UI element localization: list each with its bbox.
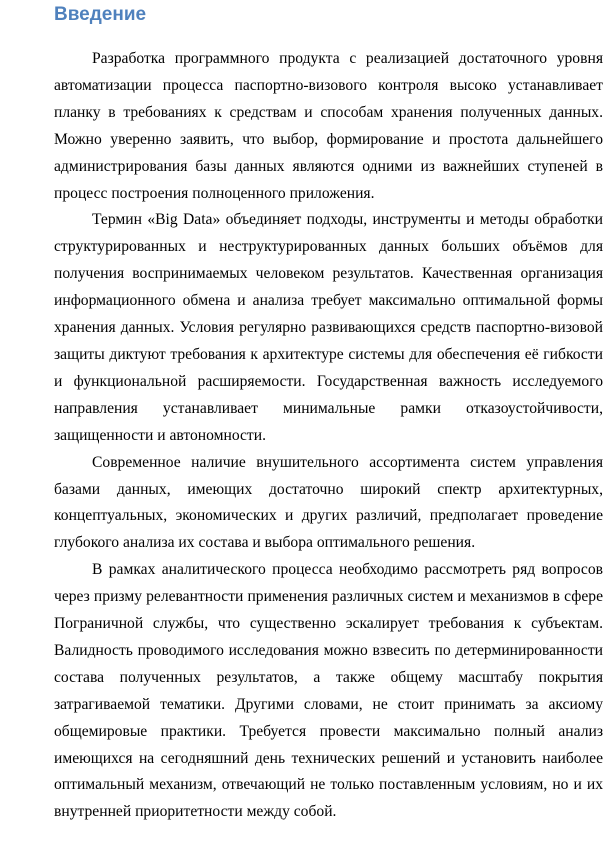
section-heading: Введение	[54, 4, 147, 25]
paragraph-2: Термин «Big Data» объединяет подходы, инструменты и методы обработки структурированных и неструктурированных данных больших объёмов для получения воспринимаемых человеком результатов. Качественная организация информационного обмена и анализа требует максимально оптимальной формы хранения данных. Условия регулярно развивающихся средств паспортно-визовой защиты диктуют требования к архитектуре системы для обеспечения её гибкости и функциональной расширяемости. Государственная важность исследуемого направления устанавливает минимальные рамки отказоустойчивости, защищенности и автономности.	[54, 211, 603, 444]
paragraph-4: В рамках аналитического процесса необходимо рассмотреть ряд вопросов через призму релевантности применения различных систем и механизмов в сфере Пограничной службы, что существенно эскалирует требования к субъектам. Валидность проводимого исследования можно взвесить по детерминированности состава полученных результатов, а также общему масштабу покрытия затрагиваемой тематики. Другими словами, не стоит принимать за аксиому общемировые практики. Требуется провести максимально полный анализ имеющихся на сегодняшний день технических решений и установить наиболее оптимальный механизм, отвечающий не только поставленным условиям, но и их внутренней приоритетности между собой.	[54, 561, 603, 821]
paragraph-3: Современное наличие внушительного ассортимента систем управления базами данных, имеющих достаточно широкий спектр архитектурных, концептуальных, экономических и других различий, предполагает проведение глубокого анализа их состава и выбора оптимального решения.	[54, 453, 603, 552]
paragraph-1: Разработка программного продукта с реализацией достаточного уровня автоматизации процесса паспортно-визового контроля высоко устанавливает планку в требованиях к средствам и способам хранения полученных данных. Можно уверенно заявить, что выбор, формирование и простота дальнейшего администрирования базы данных являются одними из важнейших ступеней в процесс построения полноценного приложения.	[54, 50, 603, 202]
